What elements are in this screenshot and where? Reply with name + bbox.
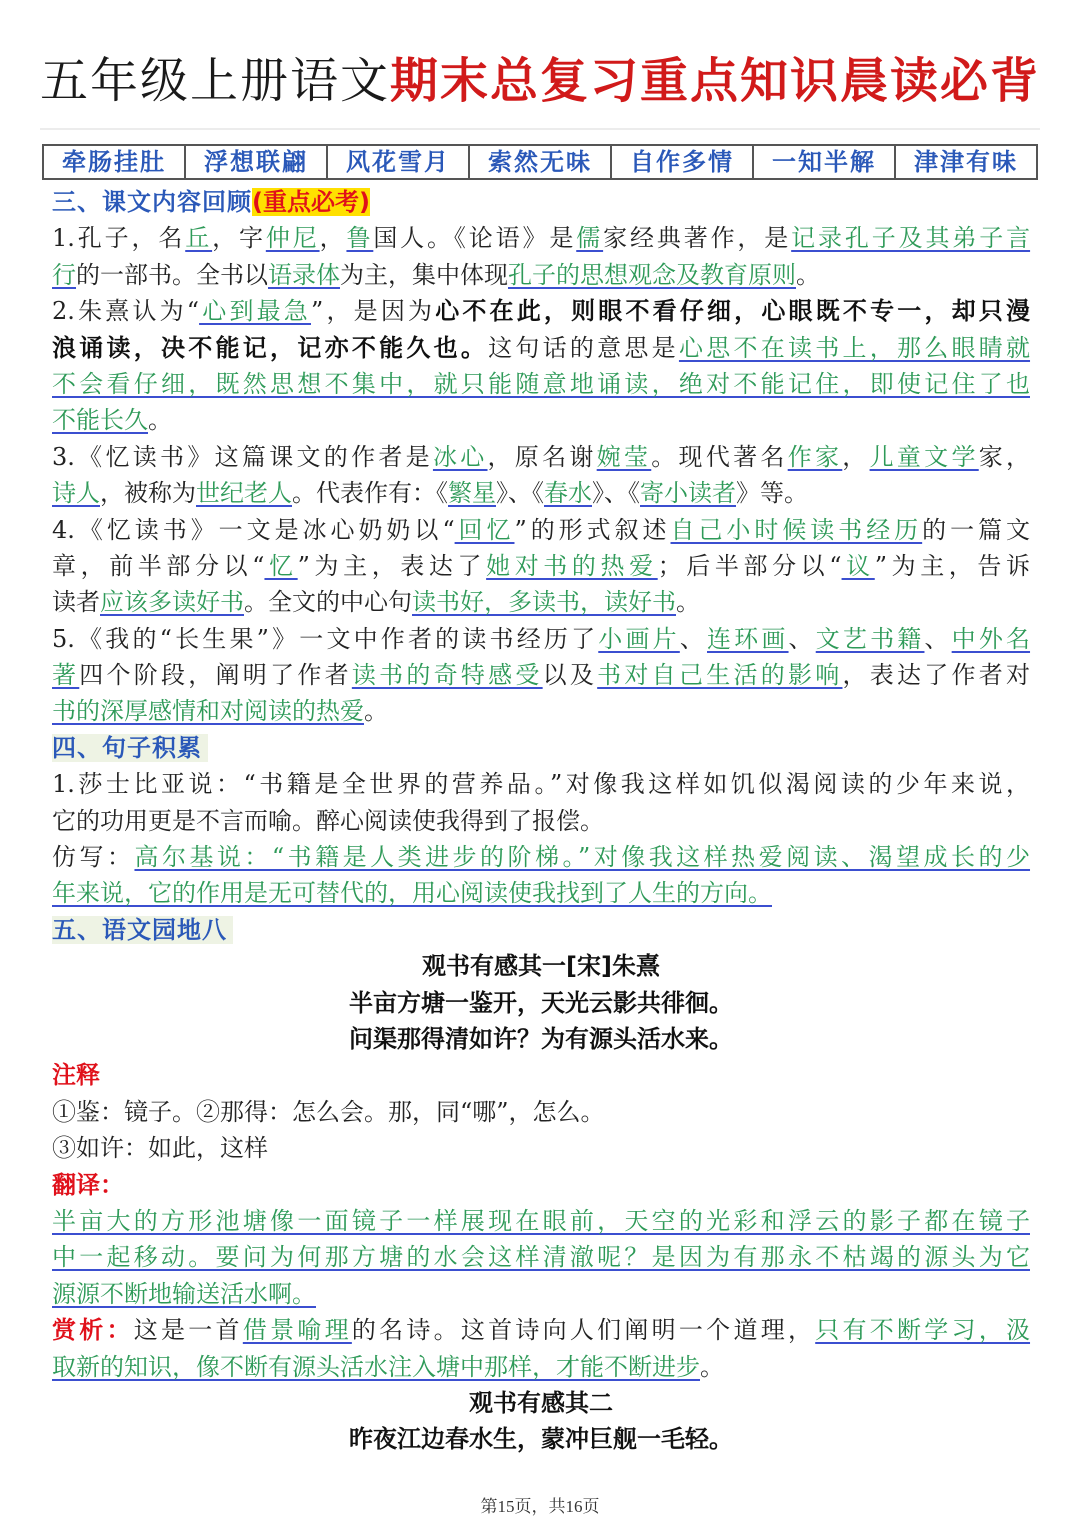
idiom-cell: 风花雪月 [328, 146, 470, 178]
paragraph-line: 3.《忆读书》这篇课文的作者是冰心，原名谢婉莹。现代著名作家，儿童文学家， [52, 442, 1031, 471]
paragraph-line: 不能长久。 [52, 406, 172, 435]
paragraph-line: 年来说，它的作用是无可替代的，用心阅读使我找到了人生的方向。 [52, 879, 772, 908]
page-number: 第15页，共16页 [480, 1497, 600, 1516]
idiom-cell: 浮想联翩 [186, 146, 328, 178]
paragraph-line: 2.朱熹认为“心到最急”，是因为心不在此，则眼不看仔细，心眼既不专一，却只漫 [52, 296, 1031, 326]
page-title [40, 48, 1050, 114]
translation-label: 翻译： [52, 1170, 124, 1199]
paragraph-line: 仿写：高尔基说：“书籍是人类进步的阶梯。”对像我这样热爱阅读、渴望成长的少 [52, 843, 1031, 872]
appreciation-label: 赏析： [52, 1316, 134, 1345]
translation-label-line [52, 1167, 1030, 1203]
paragraph-line: ③如许：如此，这样 [52, 1134, 268, 1163]
idiom-cell: 牵肠挂肚 [44, 146, 186, 178]
idiom-cell: 索然无味 [470, 146, 612, 178]
paragraph-line: 1.莎士比亚说：“书籍是全世界的营养品。”对像我这样如饥似渴阅读的少年来说， [52, 770, 1030, 799]
paragraph-line: 浪诵读，决不能记，记亦不能久也。这句话的意思是心思不在读书上，那么眼睛就 [52, 332, 1031, 362]
idiom-cell: 津津有味 [914, 148, 1018, 176]
paragraph-line: 书的深厚感情和对阅读的热爱。 [52, 697, 388, 726]
paragraph-line: 诗人，被称为世纪老人。代表作有：《繁星》、《春水》、《寄小读者》等。 [52, 479, 808, 508]
key-exam-badge: (重点必考) [252, 188, 370, 216]
paragraph-line: 中一起移动。要问为何那方塘的水会这样清澈呢？是因为有那永不枯竭的源头为它 [52, 1243, 1030, 1272]
section-heading-4 [52, 730, 1030, 766]
section-title: 五、语文园地八 [52, 916, 233, 944]
section-title: 三、课文内容回顾 [52, 188, 252, 216]
notes-label: 注释 [52, 1061, 100, 1090]
idiom-cell: 一知半解 [754, 146, 896, 178]
poem-line: 半亩方塘一鉴开，天光云影共徘徊。 [349, 988, 733, 1017]
paragraph-line: 1.孔子，名丘，字仲尼，鲁国人。《论语》是儒家经典著作，是记录孔子及其弟子言 [52, 224, 1031, 253]
paragraph-line: 行的一部书。全书以语录体为主，集中体现孔子的思想观念及教育原则。 [52, 260, 820, 289]
paragraph-line: 著四个阶段，阐明了作者读书的奇特感受以及书对自己生活的影响，表达了作者对 [52, 661, 1031, 690]
paragraph-line: 半亩大的方形池塘像一面镜子一样展现在眼前，天空的光彩和浮云的影子都在镜子 [52, 1206, 1030, 1235]
paragraph-line: 不会看仔细，既然思想不集中，就只能随意地诵读，绝对不能记住，即使记住了也 [52, 369, 1030, 398]
paragraph-line: 取新的知识，像不断有源头活水注入塘中那样，才能不断进步。 [52, 1352, 724, 1381]
paragraph-line: 5.《我的“长生果”》一文中作者的读书经历了小画片、连环画、文艺书籍、中外名 [52, 624, 1031, 653]
paragraph-line: 4.《忆读书》一文是冰心奶奶以“回忆”的形式叙述自己小时候读书经历的一篇文 [52, 515, 1031, 544]
content-body [52, 184, 1030, 1458]
poem-title: 观书有感其二 [469, 1388, 613, 1417]
title-topic: 期末总复习重点知识晨读必背 [390, 53, 1041, 109]
title-grade: 五年级上册语文 [40, 53, 391, 109]
paragraph-line: ①鉴：镜子。②那得：怎么会。那，同“哪”，怎么。 [52, 1097, 605, 1126]
paragraph-line: 源源不断地输送活水啊。 [52, 1279, 316, 1308]
paragraph-line: 赏析：这是一首借景喻理的名诗。这首诗向人们阐明一个道理，只有不断学习，汲 [52, 1316, 1031, 1345]
poem-line: 问渠那得清如许？为有源头活水来。 [349, 1024, 733, 1053]
section-heading-5 [52, 912, 1030, 948]
idiom-cell: 自作多情 [612, 146, 754, 178]
section-heading-3 [52, 184, 1030, 220]
paragraph-line: 它的功用更是不言而喻。醉心阅读使我得到了报偿。 [52, 806, 604, 835]
idiom-table [42, 144, 1038, 180]
poem-line: 昨夜江边春水生，蒙冲巨舰一毛轻。 [349, 1425, 733, 1454]
paragraph-line: 章，前半部分以“忆”为主，表达了她对书的热爱；后半部分以“议”为主，告诉 [52, 551, 1031, 580]
notes-label-line [52, 1057, 1030, 1093]
poem-title: 观书有感其一[宋]朱熹 [422, 952, 660, 981]
title-divider [40, 128, 1040, 130]
paragraph-line: 读者应该多读好书。全文的中心句读书好，多读书，读好书。 [52, 588, 700, 617]
section-title: 四、句子积累 [52, 734, 208, 762]
